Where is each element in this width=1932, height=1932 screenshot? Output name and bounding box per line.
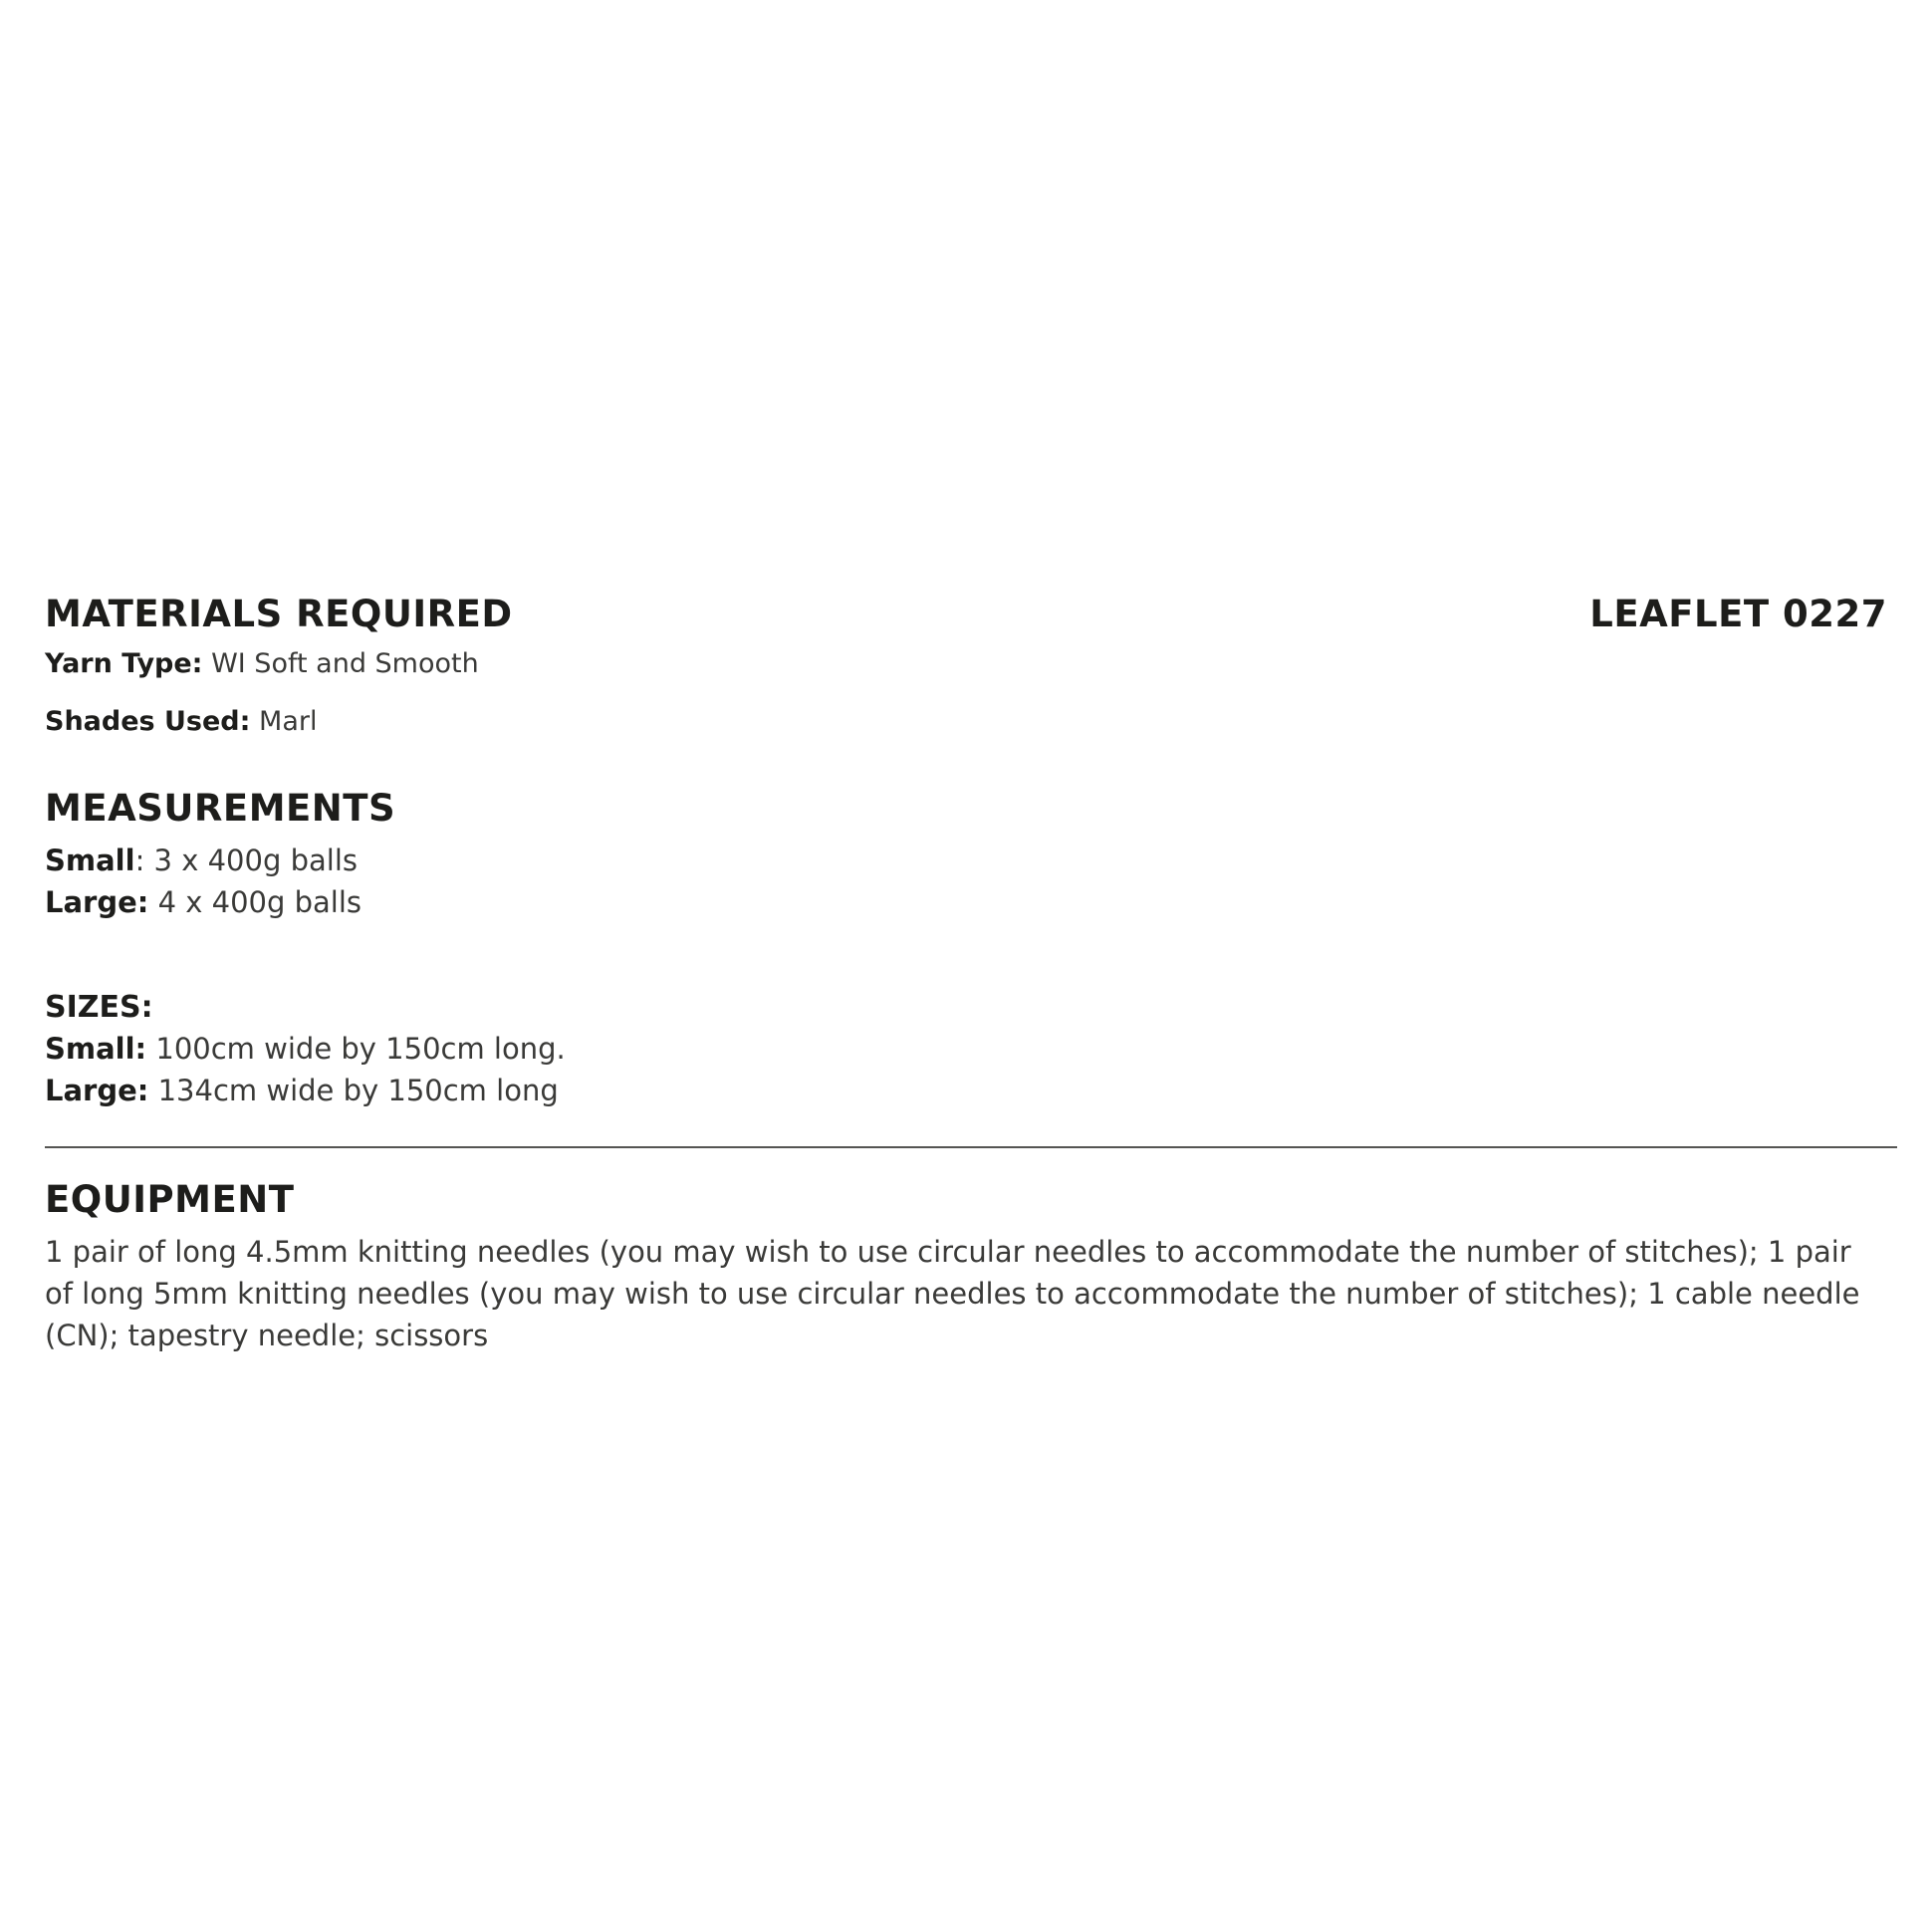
measurement-small-line <box>45 844 358 877</box>
measurement-large-label: Large: <box>45 885 149 919</box>
yarn-type-value: WI Soft and Smooth <box>202 648 479 679</box>
size-small-line <box>45 1032 566 1066</box>
measurement-large-value: 4 x 400g balls <box>148 885 362 919</box>
measurement-small-value: : 3 x 400g balls <box>134 844 358 877</box>
yarn-type-line <box>45 648 479 679</box>
size-large-label: Large: <box>45 1074 149 1107</box>
section-divider <box>45 1146 1897 1148</box>
measurement-small-label: Small <box>45 844 135 877</box>
size-small-value: 100cm wide by 150cm long. <box>146 1032 566 1066</box>
equipment-heading: EQUIPMENT <box>45 1178 295 1221</box>
size-large-line <box>45 1074 559 1107</box>
shades-used-value: Marl <box>250 706 318 737</box>
shades-used-label: Shades Used: <box>45 706 251 737</box>
leaflet-number: LEAFLET 0227 <box>1589 593 1887 635</box>
measurements-heading: MEASUREMENTS <box>45 787 396 830</box>
yarn-type-label: Yarn Type: <box>45 648 203 679</box>
size-small-label: Small: <box>45 1032 147 1066</box>
measurement-large-line <box>45 885 362 919</box>
shades-used-line <box>45 706 317 737</box>
materials-required-heading: MATERIALS REQUIRED <box>45 593 513 635</box>
sizes-heading: SIZES: <box>45 990 153 1025</box>
equipment-text: 1 pair of long 4.5mm knitting needles (you may wish to use circular needles to accommodate the number of stitches); 1 pair of long 5mm knitting needles (you may wish to use circular needles to accommodate the number of stitches); 1 cable needle (CN); tapestry needle; scissors <box>45 1235 1860 1352</box>
size-large-value: 134cm wide by 150cm long <box>148 1074 559 1107</box>
